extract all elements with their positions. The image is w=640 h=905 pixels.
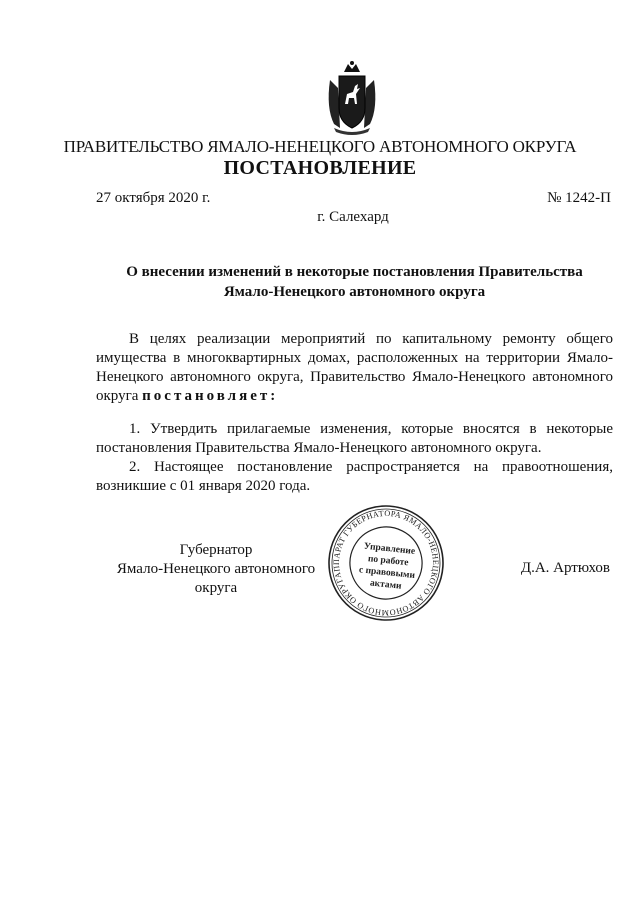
official-seal-icon [326, 493, 446, 633]
document-city: г. Салехард [317, 209, 389, 225]
signatory-position-line-1: Губернатор [179, 542, 253, 558]
signatory-name: Д.А. Артюхов [520, 560, 610, 576]
preamble-paragraph [96, 330, 613, 406]
document-date: 27 октября 2020 г. [96, 190, 211, 206]
seal-center-line-3: с правовыми [358, 565, 416, 582]
government-name: ПРАВИТЕЛЬСТВО ЯМАЛО-НЕНЕЦКОГО АВТОНОМНОГО ОКРУГА [63, 137, 577, 156]
document-subject [96, 262, 613, 302]
seal-center-line-2: по работе [367, 554, 409, 569]
preamble-text: В целях реализации мероприятий по капитальному ремонту общего имущества в многоквартирных домах, расположенных на территории Ямало-Ненецкого автономного округа, Правительство Ямало-Ненецкого автономного округа [96, 331, 613, 404]
signatory-position [96, 541, 336, 598]
subject-line-1: О внесении изменений в некоторые постановления Правительства [126, 264, 583, 280]
document-type-title: ПОСТАНОВЛЕНИЕ [223, 157, 417, 179]
seal-ring-text: АППАРАТ ГУБЕРНАТОРА ЯМАЛО-НЕНЕЦКОГО АВТОНОМНОГО ОКРУГА [331, 508, 441, 618]
decree-item-1: 1. Утвердить прилагаемые изменения, которые вносятся в некоторые постановления Правительства Ямало-Ненецкого автономного округа. [96, 421, 613, 456]
subject-line-2: Ямало-Ненецкого автономного округа [223, 284, 486, 300]
signatory-position-line-2: Ямало-Ненецкого автономного округа [116, 561, 316, 596]
coat-of-arms-icon [322, 58, 382, 138]
seal-center-line-4: актами [369, 578, 402, 592]
decree-item-2: 2. Настоящее постановление распространяется на правоотношения, возникшие с 01 января 2020 года. [96, 459, 613, 494]
seal-center-line-1: Управление [363, 541, 416, 557]
document-number: № 1242-П [547, 190, 611, 206]
decree-word: постановляет: [142, 388, 279, 404]
decree-items [96, 420, 613, 496]
